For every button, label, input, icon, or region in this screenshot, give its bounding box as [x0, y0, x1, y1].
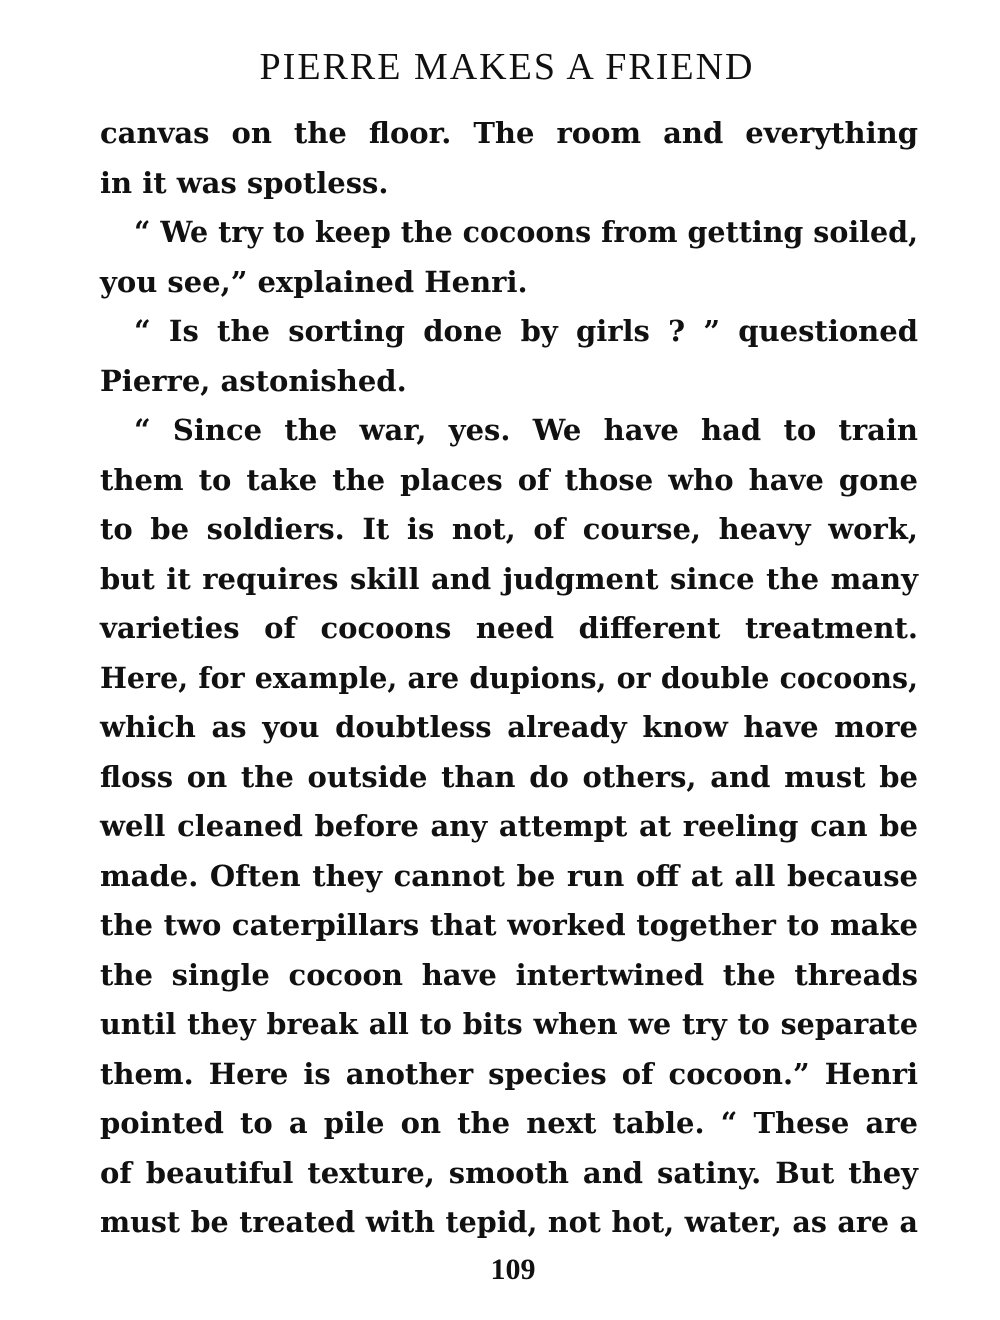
text-line: “ Is the sorting done by girls ? ” questioned — [134, 314, 918, 348]
text-line: of beautiful texture, smooth and satiny. But they — [100, 1155, 918, 1190]
text-line: in it was spotless. — [100, 165, 389, 200]
body-text — [100, 109, 918, 1248]
text-line: the two caterpillars that worked together to make — [100, 908, 918, 942]
text-line: until they break all to bits when we try to separate — [100, 1007, 918, 1041]
text-line: them to take the places of those who have gone — [100, 462, 918, 497]
running-head: PIERRE MAKES A FRIEND — [259, 46, 755, 88]
text-line: the single cocoon have intertwined the threads — [100, 957, 918, 992]
text-line: well cleaned before any attempt at reeling can be — [100, 809, 918, 843]
text-line: Pierre, astonished. — [100, 363, 407, 398]
page-number: 109 — [490, 1253, 536, 1286]
text-line: you see,” explained Henri. — [100, 264, 528, 299]
text-line: floss on the outside than do others, and must be — [100, 759, 918, 794]
text-line: but it requires skill and judgment since the many — [100, 561, 918, 596]
text-line: “ We try to keep the cocoons from getting soiled, — [134, 215, 918, 249]
text-line: canvas on the floor. The room and everything — [100, 116, 918, 150]
text-line: Here, for example, are dupions, or double cocoons, — [100, 660, 918, 695]
text-line: to be soldiers. It is not, of course, heavy work, — [100, 512, 918, 546]
text-line: varieties of cocoons need different treatment. — [100, 611, 918, 645]
text-line: pointed to a pile on the next table. “ These are — [100, 1106, 918, 1140]
text-line: “ Since the war, yes. We have had to train — [134, 413, 918, 447]
text-line: which as you doubtless already know have more — [100, 710, 918, 744]
text-line: must be treated with tepid, not hot, water, as are a — [100, 1205, 918, 1239]
text-line: them. Here is another species of cocoon.” Henri — [100, 1056, 918, 1091]
text-line: made. Often they cannot be run off at all because — [100, 858, 918, 893]
